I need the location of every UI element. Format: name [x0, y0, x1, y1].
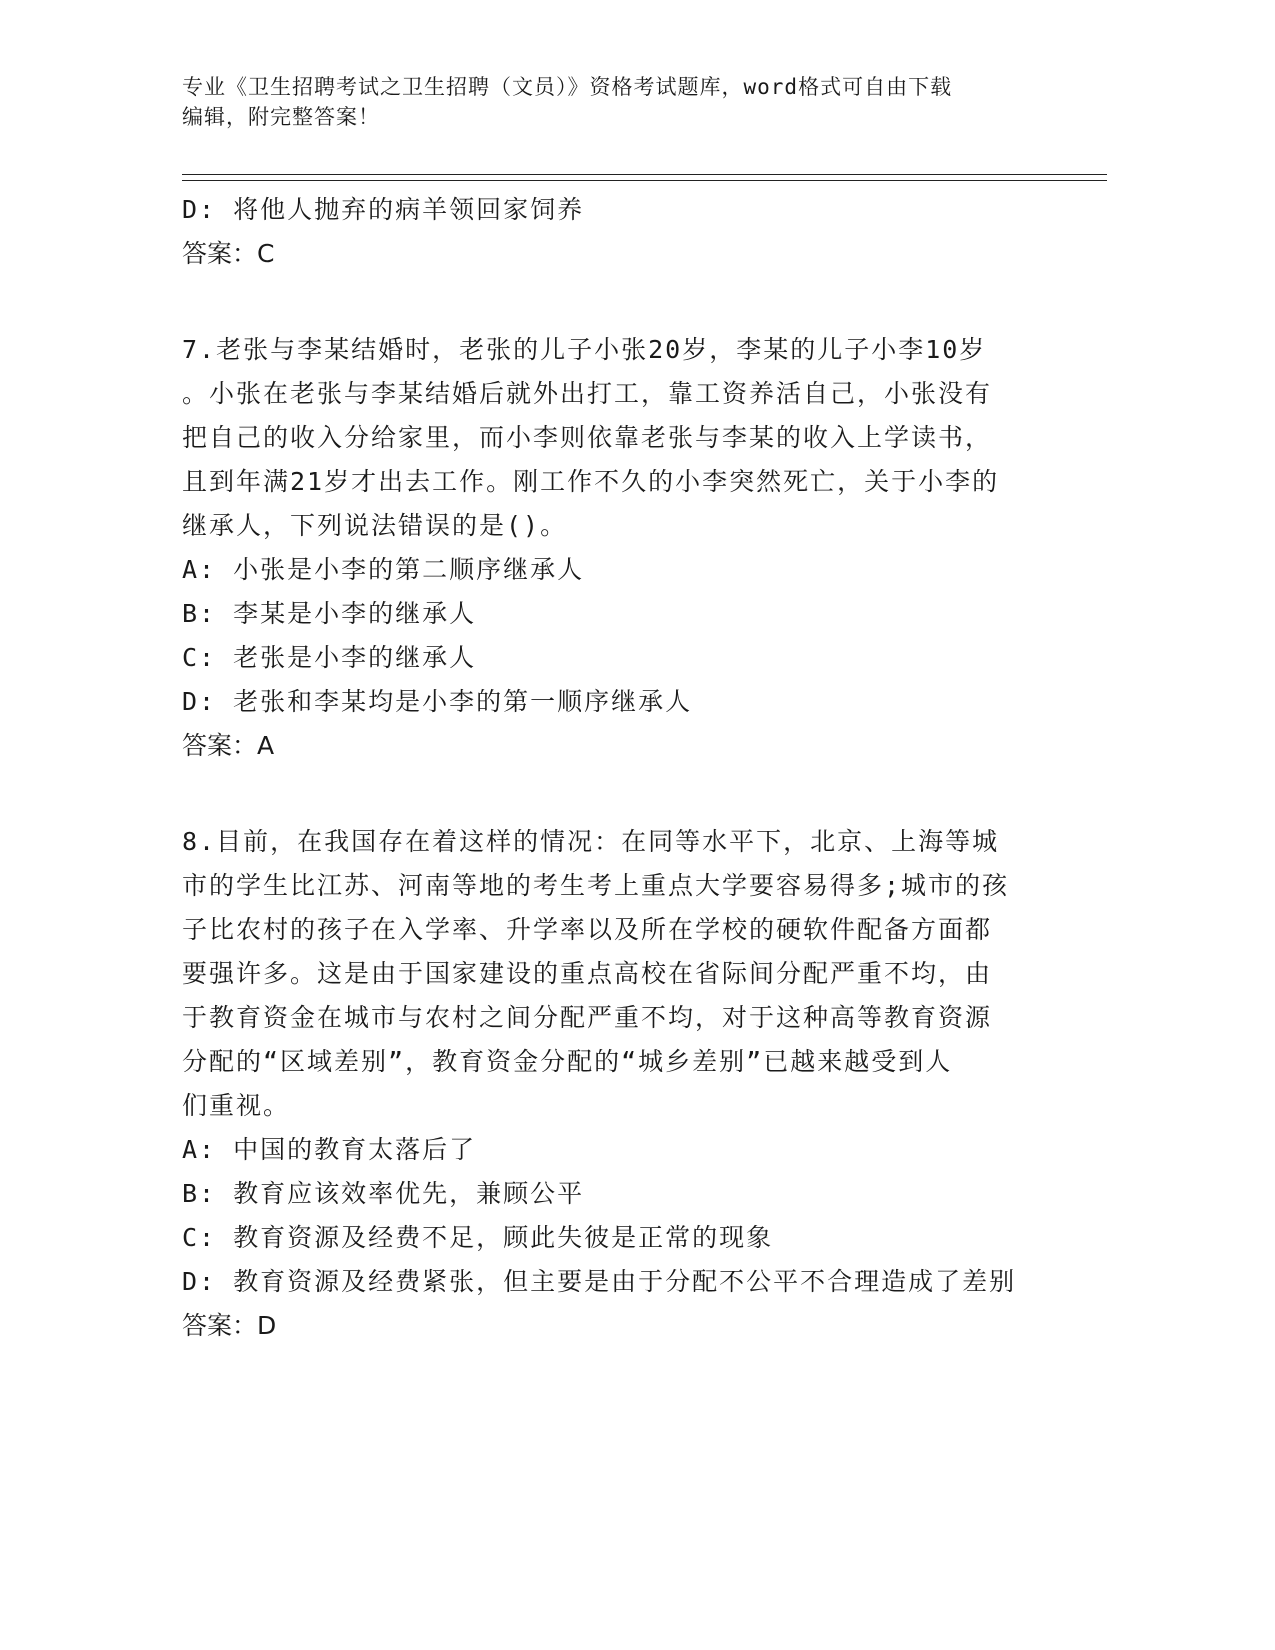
option-d: D: 老张和李某均是小李的第一顺序继承人	[182, 687, 693, 716]
option-a: A: 中国的教育太落后了	[182, 1135, 477, 1164]
question-stem-line: 且到年满21岁才出去工作。刚工作不久的小李突然死亡，关于小李的	[182, 467, 1000, 496]
header-title-line-1: 专业《卫生招聘考试之卫生招聘（文员）》资格考试题库，word格式可自由下载	[182, 75, 953, 99]
question-stem-line: 于教育资金在城市与农村之间分配严重不均，对于这种高等教育资源	[182, 1003, 993, 1032]
header-divider-top	[182, 174, 1107, 175]
question-stem-line: 8.目前，在我国存在着这样的情况：在同等水平下，北京、上海等城	[182, 827, 1000, 856]
header-divider-bottom	[182, 180, 1107, 181]
option-c: C: 教育资源及经费不足，顾此失彼是正常的现象	[182, 1223, 774, 1252]
question-stem-line: 。小张在老张与李某结婚后就外出打工，靠工资养活自己，小张没有	[182, 379, 993, 408]
option-d: D: 将他人抛弃的病羊领回家饲养	[182, 195, 585, 224]
question-stem-line: 把自己的收入分给家里，而小李则依靠老张与李某的收入上学读书，	[182, 423, 993, 452]
question-stem-line: 要强许多。这是由于国家建设的重点高校在省际间分配严重不均，由	[182, 959, 993, 988]
option-b: B: 李某是小李的继承人	[182, 599, 477, 628]
question-stem-line: 7.老张与李某结婚时，老张的儿子小张20岁，李某的儿子小李10岁	[182, 335, 987, 364]
answer-line: 答案：D	[182, 1311, 277, 1340]
question-8	[182, 820, 1042, 1348]
option-c: C: 老张是小李的继承人	[182, 643, 477, 672]
header-title-line-2: 编辑，附完整答案！	[182, 105, 380, 129]
option-b: B: 教育应该效率优先，兼顾公平	[182, 1179, 585, 1208]
question-stem-line: 子比农村的孩子在入学率、升学率以及所在学校的硬软件配备方面都	[182, 915, 993, 944]
question-7	[182, 328, 1042, 768]
question-stem-line: 继承人，下列说法错误的是()。	[182, 511, 568, 540]
previous-question-tail	[182, 188, 1042, 276]
option-a: A: 小张是小李的第二顺序继承人	[182, 555, 585, 584]
option-d: D: 教育资源及经费紧张，但主要是由于分配不公平不合理造成了差别	[182, 1267, 1017, 1296]
document-header	[182, 72, 1062, 132]
answer-line: 答案：A	[182, 731, 275, 760]
document-body	[182, 188, 1042, 1348]
question-stem-line: 市的学生比江苏、河南等地的考生考上重点大学要容易得多;城市的孩	[182, 871, 1010, 900]
question-stem-line: 们重视。	[182, 1091, 291, 1120]
answer-line: 答案：C	[182, 239, 275, 268]
question-stem-line: 分配的“区域差别”，教育资金分配的“城乡差别”已越来越受到人	[182, 1047, 953, 1076]
